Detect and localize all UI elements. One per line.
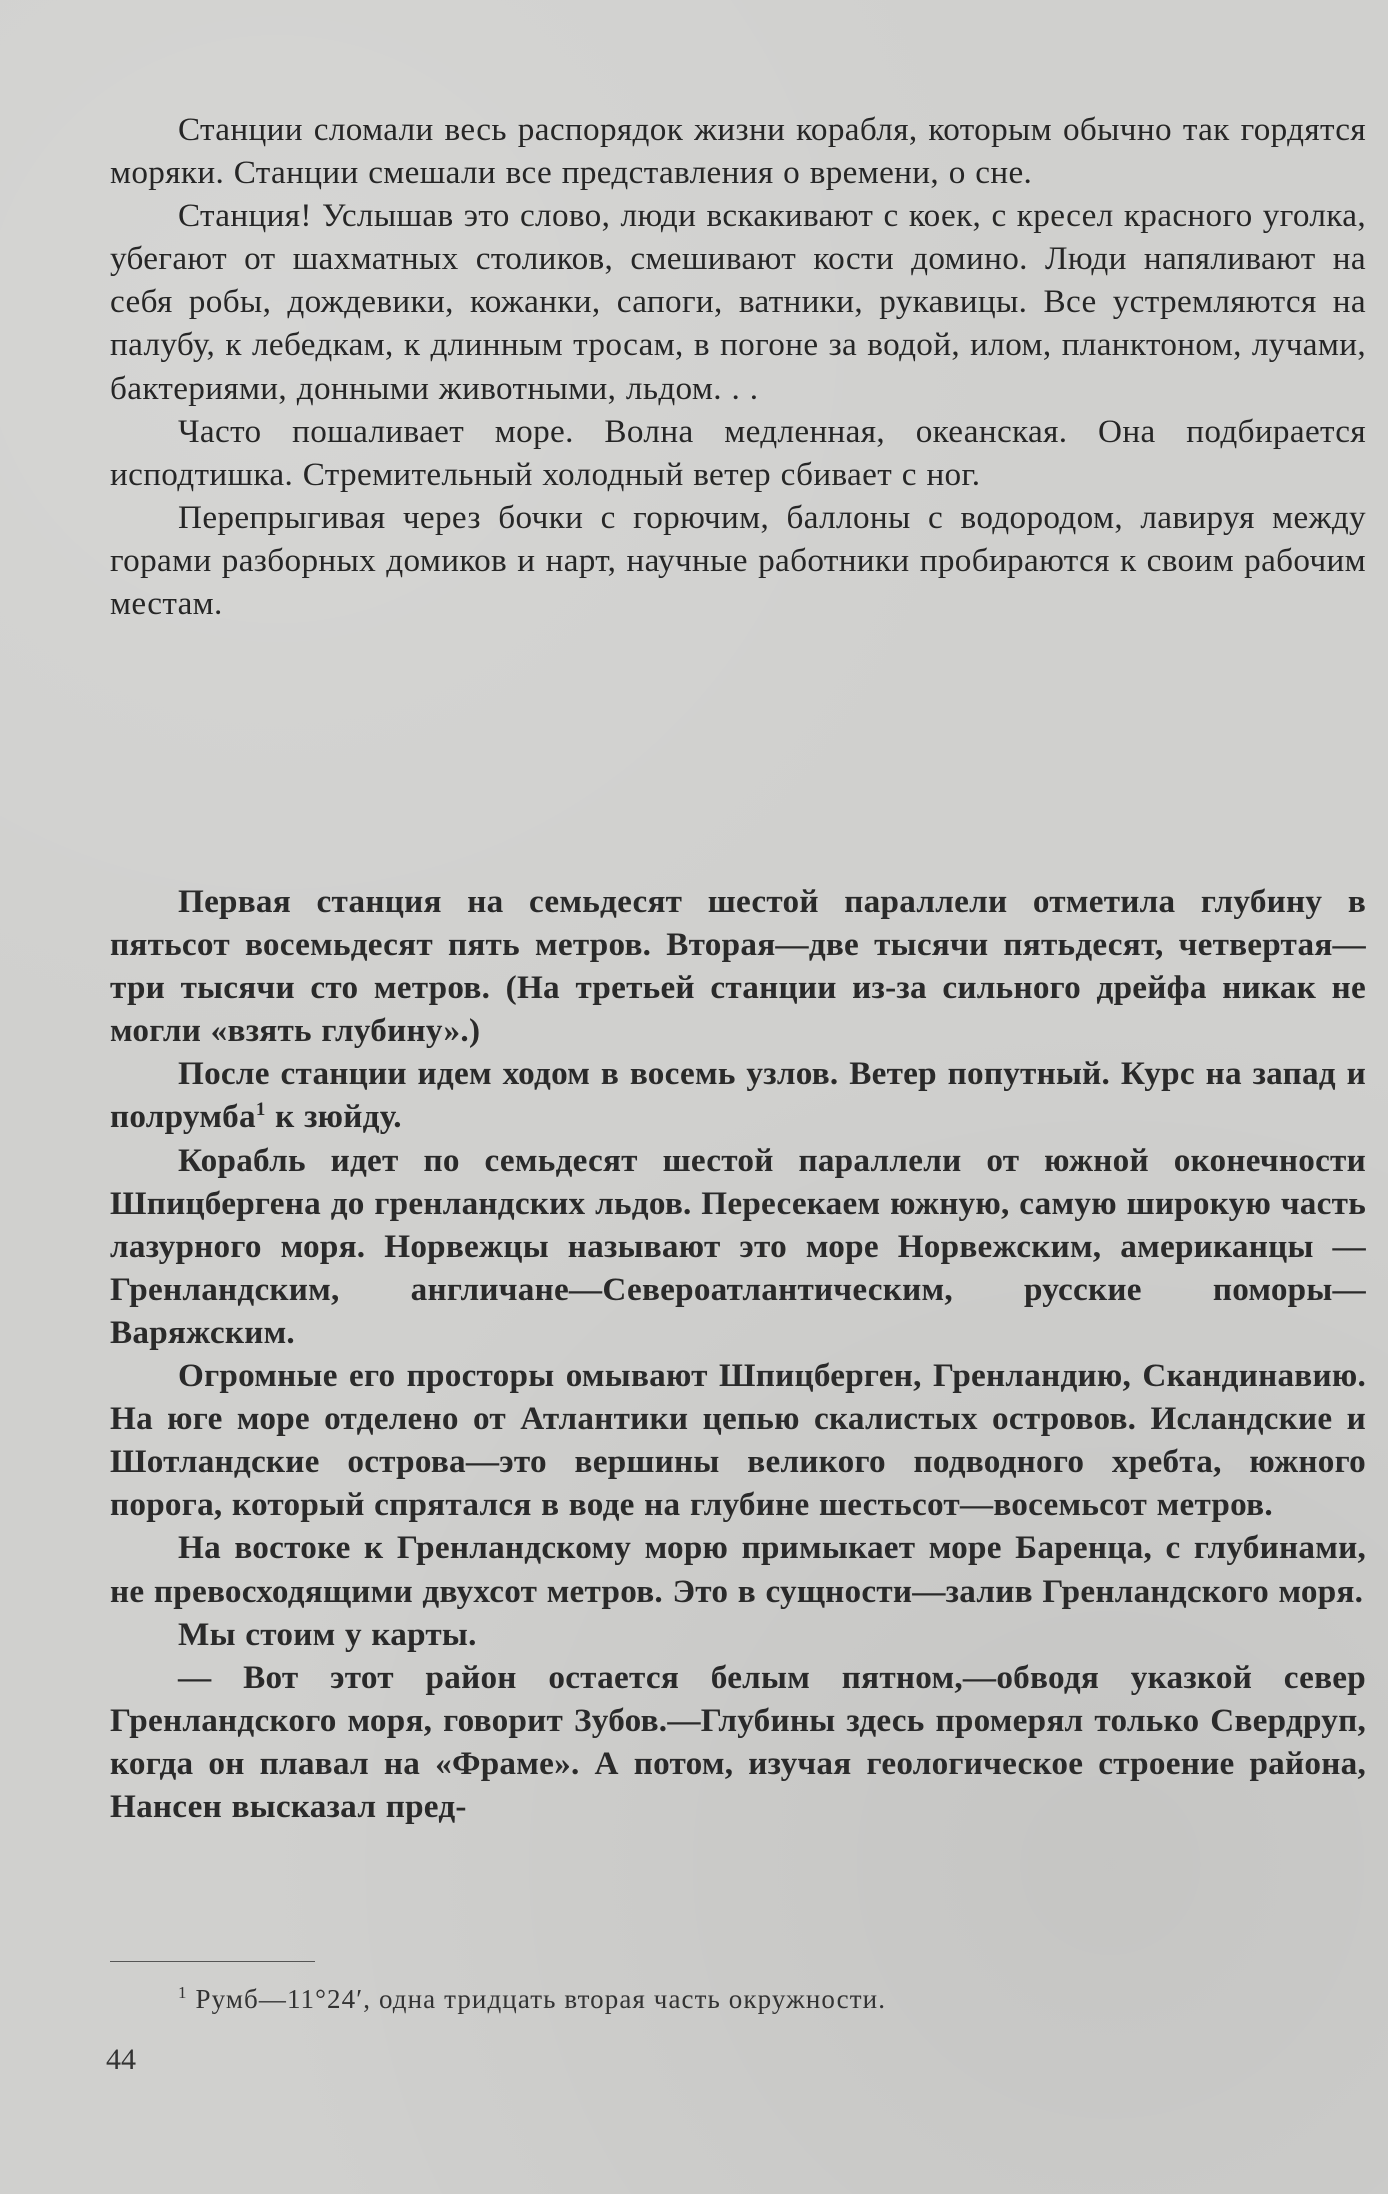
text-section-1 [110, 108, 1366, 625]
text-section-2 [110, 880, 1366, 1828]
paragraph-5: Первая станция на семьдесят шестой параллели отметила глубину в пятьсот восемьдесят пять метров. Вторая—две тысячи пятьдесят, четвертая—три тысячи сто метров. (На третьей станции из-за сильного дрейфа никак не могли «взять глубину».) [110, 883, 1366, 1050]
footnote-divider [110, 1961, 315, 1962]
paragraph-7: Корабль идет по семьдесят шестой параллели от южной оконечности Шпицбергена до гренландских льдов. Пересекаем южную, самую широкую часть лазурного моря. Норвежцы называют это море Норвежским, американцы — Гренландским, англичане—Североатлантическим, русские поморы—Варяжским. [110, 1141, 1366, 1351]
footnote [178, 1980, 1278, 2018]
paragraph-3: Часто пошаливает море. Волна медленная, океанская. Она подбирается исподтишка. Стремительный холодный ветер сбивает с ног. [110, 412, 1366, 493]
paragraph-11: — Вот этот район остается белым пятном,—обводя указкой север Гренландского моря, говорит Зубов.—Глубины здесь промерял только Свердруп, когда он плавал на «Фраме». А потом, изучая геологическое строение района, Нансен высказал пред- [110, 1658, 1366, 1825]
page-number: 44 [106, 2043, 136, 2076]
paragraph-8: Огромные его просторы омывают Шпицберген, Гренландию, Скандинавию. На юге море отделено от Атлантики цепью скалистых островов. Исландские и Шотландские острова—это вершины великого подводного хребта, южного порога, который спрятался в воде на глубине шестьсот—восемьсот метров. [110, 1357, 1366, 1524]
paragraph-1: Станции сломали весь распорядок жизни корабля, которым обычно так гордятся моряки. Станции смешали все представления о времени, о сне. [110, 111, 1366, 192]
footnote-mark: 1 [178, 1983, 188, 2002]
paragraph-4: Перепрыгивая через бочки с горючим, баллоны с водородом, лавируя между горами разборных домиков и нарт, научные работники пробираются к своим рабочим местам. [110, 498, 1366, 623]
paragraph-2: Станция! Услышав это слово, люди вскакивают с коек, с кресел красного уголка, убегают от шахматных столиков, смешивают кости домино. Люди напяливают на себя робы, дождевики, кожанки, сапоги, ватники, рукавицы. Все устремляются на палубу, к лебедкам, к длинным тросам, в погоне за водой, илом, планктоном, лучами, бактериями, донными животными, льдом. . . [110, 197, 1366, 407]
paragraph-6 [110, 1052, 1366, 1138]
paragraph-6-text-before: После станции идем ходом в восемь узлов. Ветер попутный. Курс на запад и полрумба [110, 1055, 1366, 1136]
paragraph-6-text-after: к зюйду. [265, 1098, 402, 1136]
paragraph-10: Мы стоим у карты. [178, 1615, 477, 1653]
footnote-reference: 1 [255, 1099, 266, 1121]
footnote-text: Румб—11°24′, одна тридцать вторая часть окружности. [187, 1984, 887, 2014]
paragraph-9: На востоке к Гренландскому морю примыкает море Баренца, с глубинами, не превосходящими двухсот метров. Это в сущности—залив Гренландского моря. [110, 1529, 1366, 1610]
